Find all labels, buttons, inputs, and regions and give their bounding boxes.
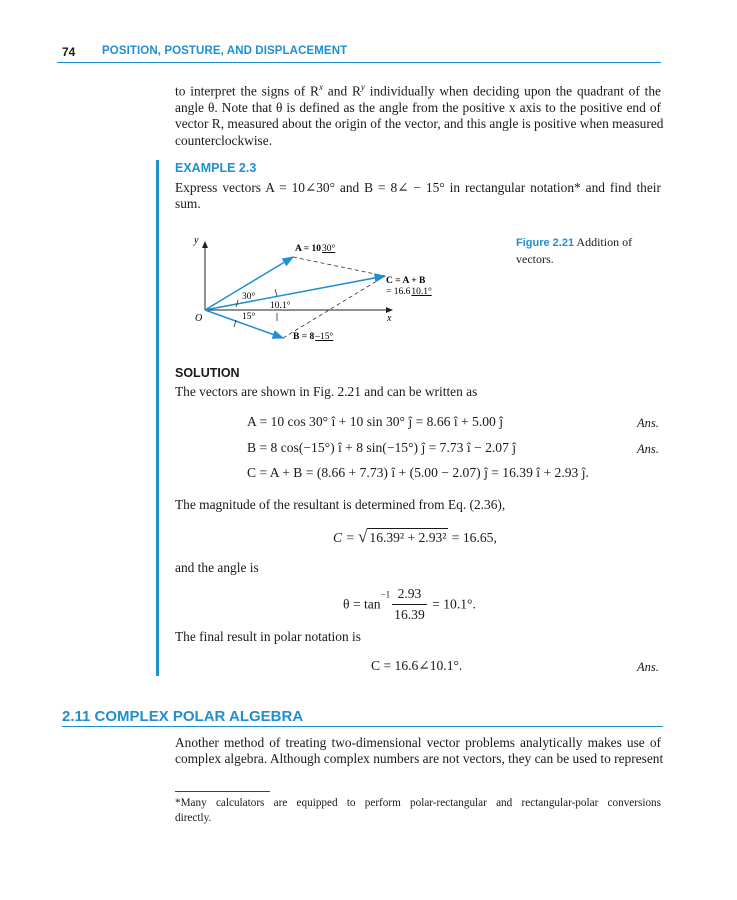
label-vector-c-1: C = A + B: [386, 276, 426, 286]
intro-line-1: to interpret the signs of $R^x$ and $R^y$ individually when deciding upon the quadrant of the: [175, 82, 661, 99]
section-rule: [62, 726, 663, 727]
header-rule: [57, 62, 661, 63]
footnote-line-2: directly.: [175, 812, 212, 824]
ans-label-a: Ans.: [637, 416, 659, 430]
footnote: [175, 796, 661, 826]
intro-line-4: counterclockwise.: [175, 132, 273, 148]
angle-intro: and the angle is: [175, 560, 259, 575]
example-title: EXAMPLE 2.3: [175, 161, 257, 175]
angle-label-15: 15°: [242, 312, 256, 322]
section-line-1: Another method of treating two-dimensional vector problems analytically makes use of: [175, 735, 661, 750]
equation-c: C = A + B = (8.66 + 7.73) î + (5.00 − 2.07) ĵ = 16.39 î + 2.93 ĵ.: [247, 465, 589, 480]
section-line-2: complex algebra. Although complex numbers are not vectors, they can be used to represent: [175, 751, 664, 767]
angle-label-10-1: 10.1°: [270, 301, 291, 311]
theta-fraction: $\frac{2.93}{16.39}$: [394, 586, 425, 622]
example-statement-line-1: Express vectors A = 10∠30° and B = 8∠ − 15° in rectangular notation* and find their: [175, 180, 661, 195]
equation-a: A = 10 cos 30° î + 10 sin 30° ĵ = 8.66 î + 5.00 ĵ: [247, 414, 504, 429]
intro-line-3: vector R, measured about the origin of the vector, and this angle is positive when measured: [175, 116, 664, 132]
solution-intro: The vectors are shown in Fig. 2.21 and can be written as: [175, 384, 478, 399]
axis-label-x: x: [387, 313, 392, 324]
final-text: The final result in polar notation is: [175, 629, 361, 644]
example-sidebar-bar: [156, 160, 159, 676]
label-vector-b: B = 8–15°: [293, 332, 334, 342]
figure-caption-label: Figure 2.21: [516, 237, 575, 249]
running-head: POSITION, POSTURE, AND DISPLACEMENT: [102, 45, 348, 57]
page-number: 74: [62, 45, 76, 59]
theta-equation: $\theta = \tan^{-1}$ $\frac{2.93}{16.39}$ = 10.1°.: [343, 586, 476, 622]
ans-label-b: Ans.: [637, 442, 659, 456]
section-paragraph: [175, 735, 664, 768]
magnitude-equation: C = √ 16.39² + 2.93² = 16.65,: [333, 527, 497, 546]
example-statement: [175, 180, 661, 213]
footnote-rule: [175, 791, 270, 792]
equation-b: B = 8 cos(−15°) î + 8 sin(−15°) ĵ = 7.73 î − 2.07 ĵ: [247, 440, 517, 455]
intro-paragraph: [175, 79, 664, 149]
section-heading: 2.11 COMPLEX POLAR ALGEBRA: [62, 708, 304, 725]
label-vector-a: A = 1030°: [295, 244, 336, 254]
origin-label: O: [195, 313, 203, 324]
magnitude-text: The magnitude of the resultant is determined from Eq. (2.36),: [175, 497, 506, 512]
label-vector-c-2: = 16.610.1°: [386, 287, 432, 297]
angle-10-tick-upper: [275, 289, 277, 296]
angle-label-30: 30°: [242, 292, 256, 302]
figure-caption-text: Addition of vectors.: [516, 235, 633, 266]
figure-caption: [516, 234, 666, 267]
axis-label-y: y: [194, 235, 199, 246]
figure-vector-addition: [180, 230, 480, 350]
footnote-line-1: *Many calculators are equipped to perform polar-rectangular and rectangular-polar conversions: [175, 797, 661, 809]
intro-line-2: angle θ. Note that θ is defined as the angle from the positive x axis to the positive end of: [175, 99, 661, 115]
ans-label-final: Ans.: [637, 660, 659, 674]
dashed-line-a-to-c: [293, 257, 385, 276]
solution-heading: SOLUTION: [175, 366, 240, 380]
example-statement-line-2: sum.: [175, 196, 201, 212]
final-equation: C = 16.6∠10.1°.: [371, 658, 463, 673]
